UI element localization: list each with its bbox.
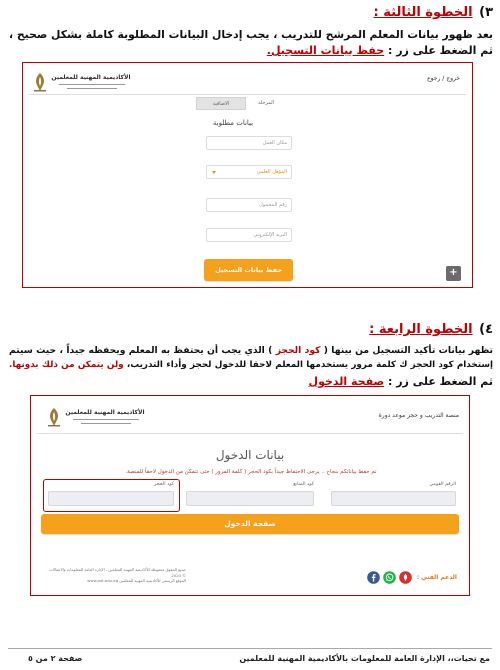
header-divider — [37, 433, 463, 434]
tab-stage-label: المرحلة — [258, 100, 274, 106]
step4-title: الخطوة الرابعة : — [369, 322, 473, 337]
workplace-input[interactable] — [206, 136, 292, 150]
save-registration-button[interactable]: حفظ بيانات التسجيل — [204, 259, 293, 281]
step4-line1-end: ) الذي يجب أن يحتفظ به المعلم ويحفظه جيداً ، حيث سيتم — [9, 345, 273, 356]
step4-instruction-line3 — [9, 374, 493, 389]
login-data-screenshot — [30, 395, 470, 596]
page-footer-divider — [8, 648, 492, 649]
header-divider — [29, 94, 466, 95]
step4-instruction-line2 — [9, 358, 493, 373]
step4-instruction-line1 — [9, 343, 493, 358]
login-data-title: بيانات الدخول — [215, 448, 285, 462]
save-success-notice: تم حفظ بياناتكم بنجاح .. يرجى الاحتفاظ جيداً بكود الحجز ( كلمة المرور ) حتى تتمكن من الدخول لاحقاً للمنصة. — [125, 469, 377, 475]
booking-code-highlight-box — [43, 479, 180, 512]
step4-line1-start: تظهر بيانات تأكيد التسجيل من بينها ( — [323, 345, 493, 356]
mobile-input[interactable] — [206, 198, 292, 212]
step4-warning: ولن يتمكن من ذلك بدونها. — [9, 360, 124, 370]
section-title: بيانات مطلوبة — [212, 119, 254, 127]
tab-stage[interactable] — [248, 97, 284, 110]
national-id-field[interactable] — [331, 491, 456, 506]
academy-logo — [45, 406, 145, 428]
step3-press-prefix: ثم الضغط على زر : — [388, 44, 493, 57]
step4-number: ٤) — [479, 322, 493, 337]
follow-code-field[interactable] — [186, 491, 314, 506]
copyright-line: جميع الحقوق محفوظة للأكاديمية المهنية للمعلمين - الإدارة العامة للمعلومات والاتصالات © 2020 — [49, 567, 186, 578]
logo-tagline-line — [73, 419, 139, 420]
chevron-down-icon — [212, 171, 216, 174]
logo-title: الأكاديمية المهنية للمعلمين — [51, 74, 131, 81]
official-site-line[interactable]: الموقع الرسمي للأكاديمية المهنية للمعلمين www.pat.edu.eg — [87, 578, 186, 583]
step3-instruction-line2 — [9, 43, 493, 58]
step3-number: ٣) — [479, 5, 493, 20]
academy-logo — [31, 71, 131, 93]
facebook-icon[interactable] — [367, 571, 380, 584]
technical-support-label: الدعم الفني : — [416, 574, 457, 581]
step4-press-action: صفحة الدخول — [308, 375, 385, 388]
logo-title: الأكاديمية المهنية للمعلمين — [65, 409, 145, 416]
qualification-select-value: المؤهل العلمي — [256, 169, 287, 175]
qualification-select[interactable] — [206, 165, 292, 179]
national-id-label: الرقم القومي — [429, 482, 456, 487]
whatsapp-icon[interactable] — [383, 571, 396, 584]
tab-additional-label: الاضافية — [212, 101, 230, 107]
step4-heading — [369, 321, 493, 339]
step3-press-action: حفظ بيانات التسجيل. — [266, 44, 385, 57]
logo-tagline-line — [81, 423, 131, 424]
tab-additional[interactable] — [196, 97, 246, 110]
booking-code-highlight: كود الحجز — [275, 345, 321, 356]
page-number: صفحة ٢ من ٥ — [28, 654, 83, 663]
academy-brand-icon[interactable] — [399, 571, 412, 584]
registration-form-screenshot — [22, 62, 473, 288]
logo-tagline-line — [59, 84, 125, 85]
copyright-footer — [46, 567, 186, 584]
step3-instruction-line1: بعد ظهور بيانات المعلم المرشح للتدريب ، يجب إدخال البيانات المطلوبة كاملة بشكل صحيح ، — [9, 28, 493, 41]
academy-emblem-icon — [31, 72, 49, 92]
follow-code-label: كود المتابع — [293, 482, 314, 487]
email-input[interactable] — [206, 228, 292, 242]
exit-back-link[interactable]: خروج / رجوع — [427, 75, 460, 82]
booking-code-label: كود الحجز — [153, 482, 174, 487]
academy-emblem-icon — [45, 407, 63, 427]
add-button[interactable]: + — [446, 266, 461, 281]
page-footer-greeting: مع تحيات،، الإدارة العامة للمعلومات بالأكاديمية المهنية للمعلمين — [239, 654, 490, 663]
platform-header-title: منصة التدريب و حجز موعد دورة — [378, 412, 459, 419]
step4-press-prefix: ثم الضغط على زر : — [388, 375, 493, 388]
logo-tagline-line — [67, 88, 117, 89]
step3-heading — [374, 4, 493, 22]
step4-line2-start: إستخدام كود الحجز ك كلمة مرور يستخدمها المعلم لاحقا للدخول لحجز وأداء التدريب، — [126, 360, 493, 370]
login-page-button[interactable]: صفحة الدخول — [41, 514, 459, 534]
step3-title: الخطوة الثالثة : — [373, 5, 473, 20]
